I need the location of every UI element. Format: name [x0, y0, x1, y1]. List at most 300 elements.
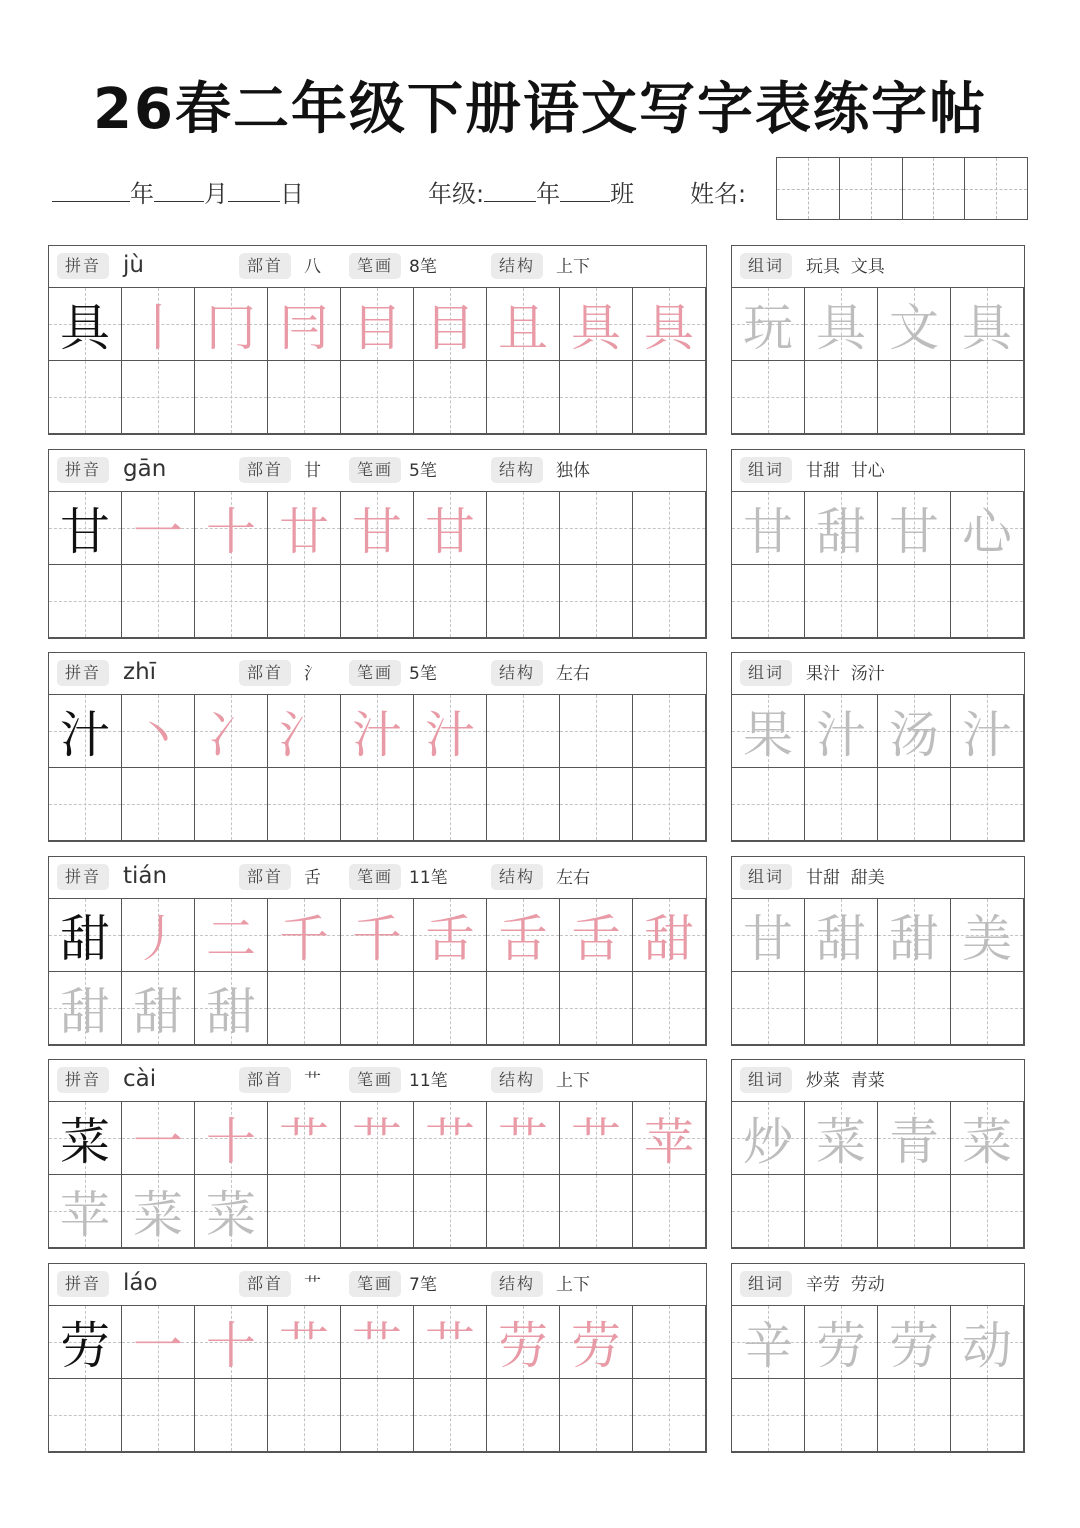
- radical-value: 甘: [304, 461, 321, 481]
- stroke-order-step: 劳: [571, 1317, 621, 1375]
- guide-line-v: [914, 361, 915, 433]
- practice-cell[interactable]: [560, 1306, 633, 1379]
- word-cell[interactable]: [805, 1102, 878, 1175]
- practice-cell[interactable]: [49, 1175, 122, 1248]
- practice-cell[interactable]: [487, 768, 560, 841]
- practice-cell[interactable]: [195, 1306, 268, 1379]
- trace-character: 甜: [133, 983, 183, 1041]
- practice-cell[interactable]: [341, 492, 414, 565]
- guide-line-v: [523, 361, 524, 433]
- guide-line-v: [596, 1175, 597, 1247]
- practice-cell[interactable]: [560, 768, 633, 841]
- guide-line-v: [304, 1379, 305, 1451]
- month-blank[interactable]: [154, 179, 204, 202]
- guide-line-v: [669, 361, 670, 433]
- stroke-order-step: 汁: [425, 706, 475, 764]
- words-tag: 组词: [740, 253, 792, 279]
- trace-character: 甘: [743, 910, 793, 968]
- name-box[interactable]: [903, 158, 966, 219]
- class-blank[interactable]: [560, 179, 610, 202]
- trace-character: 玩: [743, 299, 793, 357]
- practice-cell[interactable]: [341, 1306, 414, 1379]
- practice-cell[interactable]: [633, 492, 706, 565]
- guide-line-v: [669, 492, 670, 564]
- word-cell[interactable]: [732, 1175, 805, 1248]
- word-cell[interactable]: [951, 1306, 1024, 1379]
- practice-cell[interactable]: [487, 565, 560, 638]
- info-bar: [49, 246, 706, 288]
- practice-cell[interactable]: [487, 972, 560, 1045]
- guide-line-v: [669, 768, 670, 840]
- practice-cell[interactable]: [195, 361, 268, 434]
- strokes-value: 5笔: [409, 664, 437, 684]
- practice-cell[interactable]: [268, 288, 341, 361]
- strokes-value: 8笔: [409, 257, 437, 277]
- practice-cell[interactable]: [122, 768, 195, 841]
- practice-cell[interactable]: [268, 695, 341, 768]
- practice-cell[interactable]: [560, 361, 633, 434]
- practice-cell[interactable]: [633, 1306, 706, 1379]
- practice-cell[interactable]: [487, 899, 560, 972]
- stroke-order-step: 目: [425, 299, 475, 357]
- stroke-order-step: 廿: [279, 503, 329, 561]
- guide-line-v: [304, 768, 305, 840]
- practice-cell[interactable]: [633, 565, 706, 638]
- model-cell[interactable]: [49, 1306, 122, 1379]
- stroke-order-step: 艹: [352, 1317, 402, 1375]
- words-bar: [732, 653, 1024, 695]
- guide-line-v: [596, 361, 597, 433]
- pinyin-tag: 拼音: [57, 253, 109, 279]
- practice-cell[interactable]: [487, 361, 560, 434]
- stroke-order-step: 氵: [279, 706, 329, 764]
- words-bar: [732, 246, 1024, 288]
- structure-tag: 结构: [491, 457, 543, 483]
- radical-value: 氵: [304, 664, 321, 684]
- guide-line-v: [377, 565, 378, 637]
- pinyin-tag: 拼音: [57, 457, 109, 483]
- words-grid: [732, 1102, 1024, 1248]
- practice-cell[interactable]: [414, 695, 487, 768]
- strokes-tag: 笔画: [349, 253, 401, 279]
- practice-cell[interactable]: [560, 1175, 633, 1248]
- practice-cell[interactable]: [560, 565, 633, 638]
- practice-cell[interactable]: [560, 288, 633, 361]
- stroke-order-step: 千: [352, 910, 402, 968]
- trace-character: 甜: [60, 983, 110, 1041]
- practice-cell[interactable]: [487, 1175, 560, 1248]
- guide-line-v: [841, 768, 842, 840]
- practice-cell[interactable]: [122, 695, 195, 768]
- practice-cell[interactable]: [122, 288, 195, 361]
- guide-line-v: [914, 972, 915, 1044]
- practice-cell[interactable]: [414, 565, 487, 638]
- word-cell[interactable]: [878, 288, 951, 361]
- name-box[interactable]: [965, 158, 1027, 219]
- practice-cell[interactable]: [341, 768, 414, 841]
- guide-line-v: [596, 492, 597, 564]
- practice-cell[interactable]: [414, 288, 487, 361]
- words-value: 果汁 汤汁: [806, 664, 885, 684]
- practice-cell[interactable]: [268, 972, 341, 1045]
- practice-cell[interactable]: [122, 972, 195, 1045]
- structure-value: 独体: [556, 461, 590, 481]
- word-cell[interactable]: [805, 1379, 878, 1452]
- word-cell[interactable]: [732, 972, 805, 1045]
- stroke-order-step: 苹: [644, 1113, 694, 1171]
- practice-cell[interactable]: [49, 361, 122, 434]
- practice-cell[interactable]: [560, 1102, 633, 1175]
- strokes-value: 11笔: [409, 1071, 448, 1091]
- word-cell[interactable]: [878, 492, 951, 565]
- practice-cell[interactable]: [341, 972, 414, 1045]
- pinyin-value: zhī: [123, 659, 157, 685]
- word-cell[interactable]: [732, 1379, 805, 1452]
- structure-tag: 结构: [491, 864, 543, 890]
- guide-line-v: [377, 768, 378, 840]
- guide-line-v: [523, 492, 524, 564]
- practice-cell[interactable]: [195, 972, 268, 1045]
- guide-line-v: [987, 1175, 988, 1247]
- trace-character: 甜: [816, 910, 866, 968]
- practice-cell[interactable]: [195, 1379, 268, 1452]
- guide-line-v: [987, 565, 988, 637]
- structure-tag: 结构: [491, 660, 543, 686]
- practice-cell[interactable]: [633, 288, 706, 361]
- practice-cell[interactable]: [633, 361, 706, 434]
- trace-character: 劳: [816, 1317, 866, 1375]
- words-block: [731, 1263, 1025, 1453]
- trace-character: 汁: [962, 706, 1012, 764]
- practice-cell[interactable]: [487, 1102, 560, 1175]
- practice-cell[interactable]: [268, 1306, 341, 1379]
- trace-character: 美: [962, 910, 1012, 968]
- trace-character: 菜: [133, 1186, 183, 1244]
- guide-line-v: [914, 565, 915, 637]
- character-block: [48, 449, 707, 639]
- stroke-grid: [49, 288, 706, 434]
- words-grid: [732, 492, 1024, 638]
- stroke-order-step: 冃: [279, 299, 329, 357]
- words-block: [731, 856, 1025, 1046]
- practice-cell[interactable]: [122, 565, 195, 638]
- practice-cell[interactable]: [487, 288, 560, 361]
- practice-cell[interactable]: [122, 1102, 195, 1175]
- practice-cell[interactable]: [195, 492, 268, 565]
- practice-cell[interactable]: [268, 492, 341, 565]
- guide-line-v: [523, 768, 524, 840]
- practice-cell[interactable]: [268, 1379, 341, 1452]
- practice-cell[interactable]: [341, 899, 414, 972]
- guide-line-v: [85, 1379, 86, 1451]
- stroke-order-step: 千: [279, 910, 329, 968]
- guide-line-v: [914, 1175, 915, 1247]
- trace-character: 炒: [743, 1113, 793, 1171]
- guide-line-v: [768, 361, 769, 433]
- strokes-tag: 笔画: [349, 1271, 401, 1297]
- practice-cell[interactable]: [414, 972, 487, 1045]
- practice-cell[interactable]: [122, 899, 195, 972]
- word-cell[interactable]: [805, 1175, 878, 1248]
- stroke-order-step: 十: [206, 1113, 256, 1171]
- practice-cell[interactable]: [414, 768, 487, 841]
- word-cell[interactable]: [878, 1379, 951, 1452]
- word-cell[interactable]: [951, 768, 1024, 841]
- guide-line-v: [304, 972, 305, 1044]
- name-boxes[interactable]: [776, 157, 1028, 220]
- practice-cell[interactable]: [195, 768, 268, 841]
- practice-cell[interactable]: [268, 565, 341, 638]
- word-cell[interactable]: [732, 768, 805, 841]
- structure-value: 上下: [556, 1071, 590, 1091]
- stroke-order-step: 一: [133, 503, 183, 561]
- practice-cell[interactable]: [414, 492, 487, 565]
- word-cell[interactable]: [732, 288, 805, 361]
- stroke-order-step: 艹: [279, 1113, 329, 1171]
- word-cell[interactable]: [878, 565, 951, 638]
- practice-cell[interactable]: [414, 361, 487, 434]
- practice-cell[interactable]: [560, 695, 633, 768]
- practice-cell[interactable]: [122, 361, 195, 434]
- practice-cell[interactable]: [633, 1102, 706, 1175]
- guide-line-v: [377, 361, 378, 433]
- word-cell[interactable]: [878, 695, 951, 768]
- trace-character: 甜: [816, 503, 866, 561]
- word-cell[interactable]: [732, 1306, 805, 1379]
- word-cell[interactable]: [732, 899, 805, 972]
- word-cell[interactable]: [805, 972, 878, 1045]
- radical-tag: 部首: [239, 1067, 291, 1093]
- grade-blank[interactable]: [484, 179, 536, 202]
- word-cell[interactable]: [805, 695, 878, 768]
- stroke-order-step: 丨: [133, 299, 183, 357]
- word-cell[interactable]: [805, 361, 878, 434]
- practice-cell[interactable]: [341, 565, 414, 638]
- practice-cell[interactable]: [414, 1379, 487, 1452]
- word-cell[interactable]: [878, 972, 951, 1045]
- info-bar: [49, 857, 706, 899]
- practice-cell[interactable]: [560, 492, 633, 565]
- practice-cell[interactable]: [268, 899, 341, 972]
- year-blank[interactable]: [52, 179, 130, 202]
- practice-cell[interactable]: [560, 1379, 633, 1452]
- words-value: 辛劳 劳动: [806, 1275, 885, 1295]
- info-bar: [49, 653, 706, 695]
- word-cell[interactable]: [732, 695, 805, 768]
- words-grid: [732, 288, 1024, 434]
- stroke-order-step: 艹: [279, 1317, 329, 1375]
- radical-value: 舌: [304, 868, 321, 888]
- practice-cell[interactable]: [487, 695, 560, 768]
- trace-character: 劳: [889, 1317, 939, 1375]
- model-character: 甘: [60, 503, 110, 561]
- word-cell[interactable]: [732, 565, 805, 638]
- guide-line-v: [669, 1306, 670, 1378]
- practice-cell[interactable]: [414, 1102, 487, 1175]
- practice-cell[interactable]: [341, 695, 414, 768]
- practice-cell[interactable]: [195, 1102, 268, 1175]
- word-cell[interactable]: [951, 1379, 1024, 1452]
- words-block: [731, 245, 1025, 435]
- practice-cell[interactable]: [560, 972, 633, 1045]
- practice-cell[interactable]: [341, 361, 414, 434]
- character-block: [48, 1263, 707, 1453]
- stroke-order-step: 二: [206, 910, 256, 968]
- model-cell[interactable]: [49, 492, 122, 565]
- practice-cell[interactable]: [122, 1175, 195, 1248]
- name-box[interactable]: [840, 158, 903, 219]
- guide-line-v: [987, 972, 988, 1044]
- stroke-order-step: 一: [133, 1317, 183, 1375]
- practice-cell[interactable]: [195, 288, 268, 361]
- practice-cell[interactable]: [268, 768, 341, 841]
- word-cell[interactable]: [732, 361, 805, 434]
- practice-cell[interactable]: [633, 899, 706, 972]
- word-cell[interactable]: [951, 899, 1024, 972]
- radical-tag: 部首: [239, 864, 291, 890]
- stroke-grid: [49, 899, 706, 1045]
- stroke-order-step: 艹: [352, 1113, 402, 1171]
- model-cell[interactable]: [49, 1102, 122, 1175]
- trace-character: 苹: [60, 1186, 110, 1244]
- practice-cell[interactable]: [487, 492, 560, 565]
- guide-line-v: [231, 565, 232, 637]
- strokes-tag: 笔画: [349, 864, 401, 890]
- day-blank[interactable]: [228, 179, 280, 202]
- words-value: 甘甜 甜美: [806, 868, 885, 888]
- model-cell[interactable]: [49, 695, 122, 768]
- practice-cell[interactable]: [633, 972, 706, 1045]
- practice-cell[interactable]: [49, 1379, 122, 1452]
- word-cell[interactable]: [805, 492, 878, 565]
- practice-cell[interactable]: [560, 899, 633, 972]
- guide-line-v: [523, 1175, 524, 1247]
- practice-cell[interactable]: [341, 1102, 414, 1175]
- practice-cell[interactable]: [122, 1379, 195, 1452]
- practice-cell[interactable]: [633, 695, 706, 768]
- practice-cell[interactable]: [487, 1306, 560, 1379]
- guide-line-v: [231, 768, 232, 840]
- word-cell[interactable]: [878, 899, 951, 972]
- guide-line-v: [450, 768, 451, 840]
- guide-line-v: [85, 361, 86, 433]
- trace-character: 汤: [889, 706, 939, 764]
- word-cell[interactable]: [878, 1175, 951, 1248]
- guide-line-v: [231, 1379, 232, 1451]
- stroke-grid: [49, 492, 706, 638]
- word-cell[interactable]: [951, 972, 1024, 1045]
- practice-cell[interactable]: [341, 1175, 414, 1248]
- guide-line-v: [596, 972, 597, 1044]
- practice-cell[interactable]: [195, 1175, 268, 1248]
- stroke-order-step: 冂: [206, 299, 256, 357]
- words-bar: [732, 857, 1024, 899]
- radical-tag: 部首: [239, 1271, 291, 1297]
- word-cell[interactable]: [732, 1102, 805, 1175]
- radical-value: 八: [304, 257, 321, 277]
- practice-cell[interactable]: [195, 899, 268, 972]
- trace-character: 具: [962, 299, 1012, 357]
- practice-cell[interactable]: [268, 361, 341, 434]
- practice-cell[interactable]: [341, 288, 414, 361]
- word-cell[interactable]: [878, 361, 951, 434]
- practice-cell[interactable]: [49, 565, 122, 638]
- word-cell[interactable]: [878, 1102, 951, 1175]
- word-cell[interactable]: [805, 768, 878, 841]
- word-cell[interactable]: [951, 1175, 1024, 1248]
- guide-line-v: [377, 1379, 378, 1451]
- word-cell[interactable]: [951, 492, 1024, 565]
- practice-cell[interactable]: [633, 1175, 706, 1248]
- model-character: 甜: [60, 910, 110, 968]
- practice-cell[interactable]: [414, 899, 487, 972]
- word-cell[interactable]: [951, 288, 1024, 361]
- model-cell[interactable]: [49, 288, 122, 361]
- practice-cell[interactable]: [414, 1175, 487, 1248]
- practice-cell[interactable]: [122, 492, 195, 565]
- practice-cell[interactable]: [49, 972, 122, 1045]
- words-tag: 组词: [740, 660, 792, 686]
- trace-character: 菜: [206, 1186, 256, 1244]
- trace-character: 菜: [816, 1113, 866, 1171]
- practice-cell[interactable]: [268, 1102, 341, 1175]
- practice-cell[interactable]: [195, 565, 268, 638]
- practice-cell[interactable]: [268, 1175, 341, 1248]
- word-cell[interactable]: [878, 1306, 951, 1379]
- trace-character: 果: [743, 706, 793, 764]
- words-grid: [732, 899, 1024, 1045]
- practice-cell[interactable]: [633, 1379, 706, 1452]
- guide-line-v: [596, 768, 597, 840]
- practice-cell[interactable]: [341, 1379, 414, 1452]
- words-tag: 组词: [740, 864, 792, 890]
- word-cell[interactable]: [805, 565, 878, 638]
- practice-cell[interactable]: [633, 768, 706, 841]
- word-cell[interactable]: [951, 361, 1024, 434]
- strokes-value: 7笔: [409, 1275, 437, 1295]
- words-block: [731, 1059, 1025, 1249]
- model-cell[interactable]: [49, 899, 122, 972]
- word-cell[interactable]: [732, 492, 805, 565]
- practice-cell[interactable]: [122, 1306, 195, 1379]
- guide-line-v: [377, 1175, 378, 1247]
- stroke-order-step: 甜: [644, 910, 694, 968]
- strokes-value: 11笔: [409, 868, 448, 888]
- structure-value: 上下: [556, 257, 590, 277]
- word-cell[interactable]: [951, 565, 1024, 638]
- practice-cell[interactable]: [414, 1306, 487, 1379]
- word-cell[interactable]: [805, 899, 878, 972]
- guide-line-v: [523, 972, 524, 1044]
- trace-character: 甜: [206, 983, 256, 1041]
- word-cell[interactable]: [878, 768, 951, 841]
- word-cell[interactable]: [805, 1306, 878, 1379]
- trace-character: 文: [889, 299, 939, 357]
- guide-line-v: [914, 1379, 915, 1451]
- pinyin-value: láo: [123, 1270, 158, 1296]
- trace-character: 甘: [889, 503, 939, 561]
- name-box[interactable]: [777, 158, 840, 219]
- word-cell[interactable]: [805, 288, 878, 361]
- date-line: [52, 176, 304, 212]
- words-grid: [732, 695, 1024, 841]
- guide-line-v: [85, 565, 86, 637]
- word-cell[interactable]: [951, 1102, 1024, 1175]
- practice-cell[interactable]: [49, 768, 122, 841]
- practice-cell[interactable]: [195, 695, 268, 768]
- practice-cell[interactable]: [487, 1379, 560, 1452]
- word-cell[interactable]: [951, 695, 1024, 768]
